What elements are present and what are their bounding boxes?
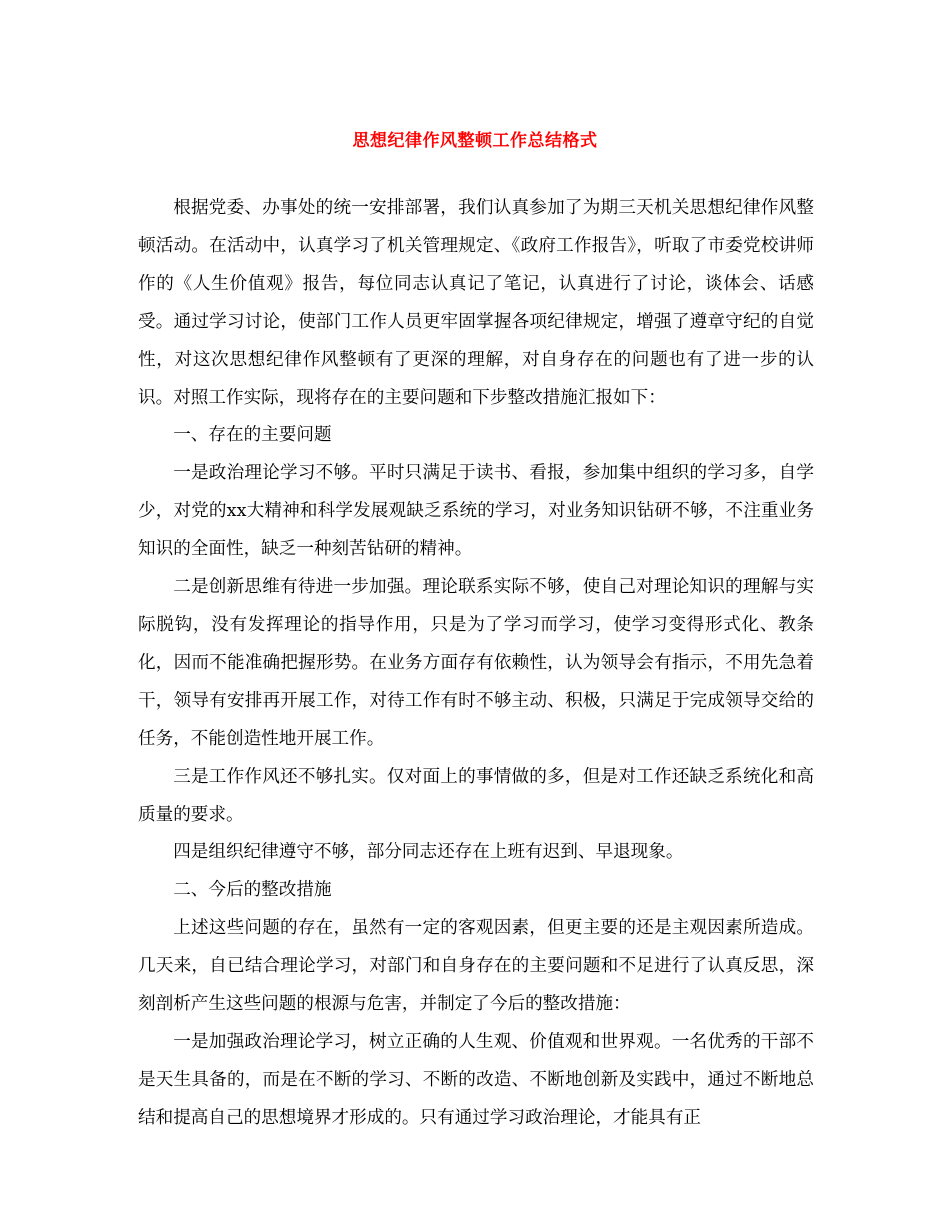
section-heading-measures: 二、今后的整改措施 — [173, 880, 332, 901]
paragraph-problem-4: 四是组织纪律遵守不够，部分同志还存在上班有迟到、早退现象。 — [173, 842, 684, 863]
paragraph-problem-3: 三是工作作风还不够扎实。仅对面上的事情做的多，但是对工作还缺乏系统化和高质量的要求。 — [138, 766, 814, 825]
document-title: 思想纪律作风整顿工作总结格式 — [352, 131, 598, 151]
paragraph-measure-1: 一是加强政治理论学习，树立正确的人生观、价值观和世界观。一名优秀的干部不是天生具备的，而是在不断的学习、不断的改造、不断地创新及实践中，通过不断地总结和提高自己的思想境界才形成的。只有通过学习政治理论，才能具有正 — [138, 1031, 814, 1128]
paragraph-measures-intro: 上述这些问题的存在，虽然有一定的客观因素，但更主要的还是主观因素所造成。几天来，自已结合理论学习，对部门和自身存在的主要问题和不足进行了认真反思，深刻剖析产生这些问题的根源与危害，并制定了今后的整改措施： — [138, 918, 814, 1015]
paragraph-intro: 根据党委、办事处的统一安排部署，我们认真参加了为期三天机关思想纪律作风整顿活动。在活动中，认真学习了机关管理规定、《政府工作报告》，听取了市委党校讲师作的《人生价值观》报告，每位同志认真记了笔记，认真进行了讨论，谈体会、话感受。通过学习讨论，使部门工作人员更牢固掌握各项纪律规定，增强了遵章守纪的自觉性，对这次思想纪律作风整顿有了更深的理解，对自身存在的问题也有了进一步的认识。对照工作实际，现将存在的主要问题和下步整改措施汇报如下： — [138, 198, 814, 408]
paragraph-problem-1: 一是政治理论学习不够。平时只满足于读书、看报，参加集中组织的学习多，自学少，对党的xx大精神和科学发展观缺乏系统的学习，对业务知识钻研不够，不注重业务知识的全面性，缺乏一种刻苦钻研的精神。 — [138, 463, 814, 560]
paragraph-problem-2: 二是创新思维有待进一步加强。理论联系实际不够，使自己对理论知识的理解与实际脱钩，没有发挥理论的指导作用，只是为了学习而学习，使学习变得形式化、教条化，因而不能准确把握形势。在业务方面存有依赖性，认为领导会有指示，不用先急着干，领导有安排再开展工作，对待工作有时不够主动、积极，只满足于完成领导交给的任务，不能创造性地开展工作。 — [138, 577, 814, 749]
section-heading-problems: 一、存在的主要问题 — [173, 425, 332, 446]
document-body — [138, 190, 814, 1138]
